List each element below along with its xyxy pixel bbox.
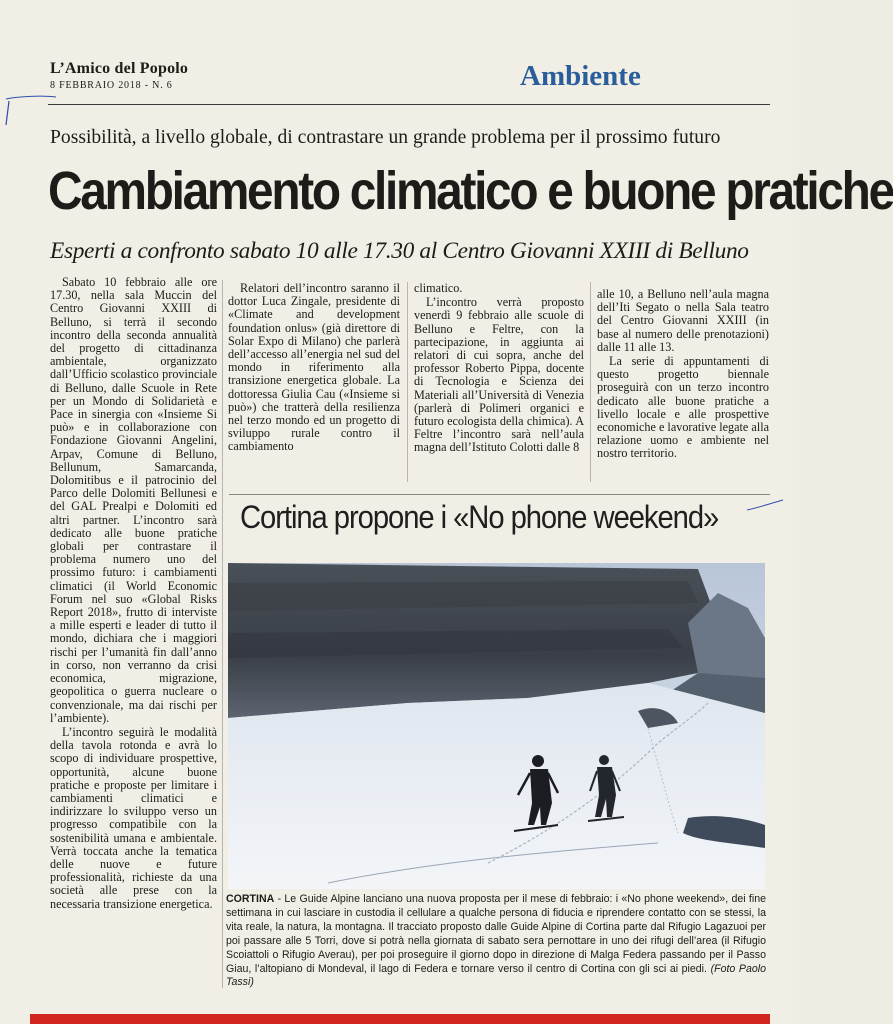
photo-caption — [226, 893, 766, 990]
column-divider — [222, 280, 223, 988]
article-column-2 — [228, 282, 400, 454]
section-title: Ambiente — [520, 60, 641, 92]
issue-date: 8 FEBBRAIO 2018 - N. 6 — [50, 80, 173, 91]
bottom-color-strip — [30, 1014, 770, 1024]
paragraph: L’incontro seguirà le modalità della tavola rotonda e avrà lo scopo di individuare prospettive, opportunità, alcune buone pratiche e proposte per limitare i cambiamenti climatici e indirizzare lo sviluppo verso un progresso compatibile con la sostenibilità umana e ambientale. Verrà toccata anche la tematica delle nuove e future professionalità, richieste da una società alle prese con la necessaria transizione energetica. — [50, 724, 217, 911]
column-divider — [407, 282, 408, 482]
article-column-4 — [597, 288, 769, 461]
paragraph: Sabato 10 febbraio alle ore 17.30, nella sala Muccin del Centro Giovanni XXIII di Belluno, si terrà il secondo incontro della seconda annualità del progetto di cittadinanza ambientale, organizzato dall’Ufficio scolastico provinciale di Belluno, dalle Scuole in Rete per un Mondo di Solidarietà e Pace in sinergia con «Insieme Si può» e in collaborazione con Fondazione Giovanni Angelini, Arpav, Comune di Belluno, Bellunum, Samarcanda, Dolomitibus e il patrocinio del Parco delle Dolomiti Bellunesi e del GAL Prealpi e Dolomiti ed altri partner. L’incontro sarà dedicato alle buone pratiche globali per contrastare il problema numero uno del prossimo futuro: i cambiamenti climatici (il World Economic Forum nel suo «Global Risks Report 2018», frutto di interviste a mille esperti e leader di tutto il mondo, dichiara che i maggiori rischi per l’umanità fin dall’anno in corso, non verranno da crisi economica, migrazione, geopolitica o guerra nucleare o convenzionale, ma dai rischi per l’ambiente). — [50, 275, 217, 725]
photo-credit: (Foto Paolo Tassi) — [226, 962, 766, 989]
paragraph: L’incontro verrà proposto venerdì 9 febbraio alle scuole di Belluno e Feltre, con la partecipazione, in aggiunta ai relatori di cui sopra, anche del professor Roberto Pippa, docente di Tecnologia e Scienza dei Materiali all’Università di Venezia (parlerà di Polimeri organici e futuro ecologista della chimica). A Feltre l’incontro sarà nell’aula magna dell’Istituto Colotti dalle 8 — [414, 295, 584, 455]
paper-name: L’Amico del Popolo — [50, 60, 189, 77]
secondary-headline: Cortina propone i «No phone weekend» — [240, 500, 719, 536]
secondary-rule — [229, 494, 770, 495]
article-column-1 — [50, 276, 217, 911]
header-rule — [48, 104, 770, 105]
article-subhead: Esperti a confronto sabato 10 alle 17.30 al Centro Giovanni XXIII di Belluno — [50, 238, 749, 264]
caption-body: - Le Guide Alpine lanciano una nuova proposta per il mese di febbraio: i «No phone weekend», dei fine settimana in cui lasciare in custodia il cellulare a qualche persona di fiducia e riprendere contatto con se stessi, la vita reale, la natura, la montagna. Il tracciato proposto dalle Guide Alpine di Cortina parte dal Rifugio Lagazuoi per poi passare alle 5 Torri, dove si potrà nella giornata di sabato sera pernottare in uno dei rifugi dell’area (il Rifugio Scoiattoli o Rifugio Averau), per poi proseguire il giorno dopo in direzione di Malga Federa passando per il Passo Giau, l’altopiano di Mondeval, il lago di Federa e tornare verso il centro di Cortina con gli sci ai piedi. — [226, 893, 766, 975]
paragraph: Relatori dell’incontro saranno il dottor Luca Zingale, presidente di «Climate and development foundation onlus» (già direttore di Solar Expo di Milano) che parlerà dell’accesso all’energia nel sud del mondo in riferimento alla transizione energetica globale. La dottoressa Giulia Cau («Insieme si può») che tratterà della resilienza nel terzo mondo ed un progetto di sviluppo rurale contro il cambiamento — [228, 281, 400, 454]
article-headline: Cambiamento climatico e buone pratiche — [48, 161, 893, 222]
paragraph: climatico. — [414, 281, 463, 295]
article-kicker: Possibilità, a livello globale, di contrastare un grande problema per il prossimo futuro — [50, 127, 721, 148]
masthead — [50, 60, 188, 91]
article-column-3 — [414, 282, 584, 455]
ski-mountaineers-photo — [228, 563, 765, 889]
paragraph: alle 10, a Belluno nell’aula magna dell’Iti Segato o nella Sala teatro del Centro Giovanni XXIII (in base al numero delle prenotazioni) dalle 11 alle 13. — [597, 287, 769, 354]
paragraph: La serie di appuntamenti di questo progetto biennale proseguirà con un terzo incontro dedicato alle buone pratiche a livello locale e alle prospettive economiche e lavorative legate alla relazione uomo e ambiente nel nostro territorio. — [597, 354, 769, 461]
column-divider — [590, 282, 591, 482]
caption-lead: CORTINA — [226, 893, 275, 905]
